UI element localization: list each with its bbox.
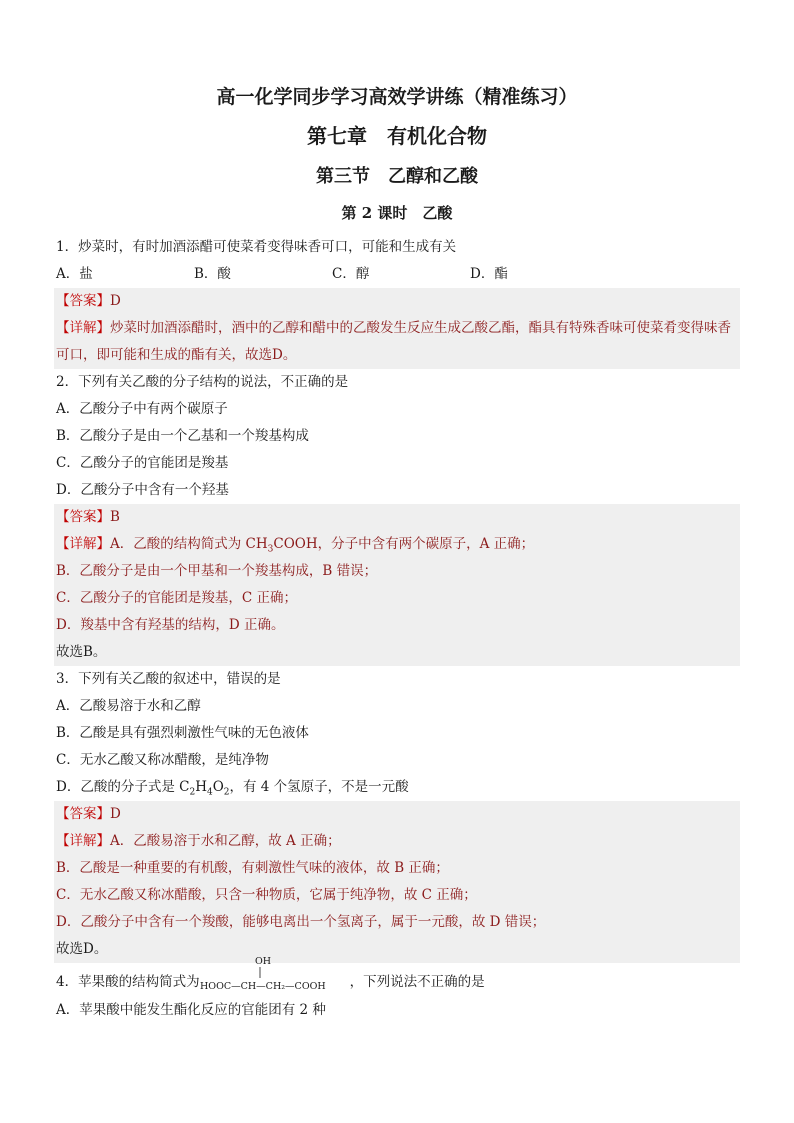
detail-text: A．乙酸易溶于水和乙醇，故 A 正确； [110,833,341,849]
q3-option-a: A．乙酸易溶于水和乙醇 [56,698,201,714]
q2-conclusion: 故选B。 [56,644,107,660]
formula-svg [200,951,350,997]
q3-conclusion: 故选D。 [56,941,108,957]
detail-text: 炒菜时加酒添醋时，酒中的乙醇和醋中的乙酸发生反应生成乙酸乙酯，酯具有特殊香味可使菜肴变得味香可口，即可能和生成的酯有关，故选D。 [56,320,731,363]
detail-a-pre: A．乙酸的结构简式为 CH [110,536,268,552]
lesson-title: 第 2 课时 乙酸 [341,204,453,222]
answer-tag: 【答案】 [56,509,110,525]
q2-option-a: A．乙酸分子中有两个碳原子 [56,401,228,417]
q3-answer [56,801,740,828]
chapter-title: 第七章 有机化合物 [307,124,487,148]
q3-option-c: C．无水乙酸又称冰醋酸，是纯净物 [56,752,269,768]
section-title: 第三节 乙醇和乙酸 [316,166,478,187]
q1-option-a: A．盐 [56,266,93,282]
answer-tag: 【答案】 [56,806,110,822]
detail-tag: 【详解】 [56,833,110,849]
q3-detail-c: C．无水乙酸又称冰醋酸，只含一种物质，它属于纯净物，故 C 正确； [56,887,477,903]
detail-tag: 【详解】 [56,536,110,552]
q1-stem: 1．炒菜时，有时加酒添醋可使菜肴变得味香可口，可能和生成有关 [56,239,457,255]
malic-acid-formula [199,956,350,992]
q1-option-d: D．酯 [470,266,508,282]
q1-option-c: C．醇 [332,266,370,282]
detail-text [110,536,535,555]
answer-value: D [110,293,121,309]
document-title: 高一化学同步学习高效学讲练（精准练习） [216,86,578,108]
answer-value: D [110,806,121,822]
sub-3: 2 [223,787,230,798]
q2-detail-d: D．羧基中含有羟基的结构，D 正确。 [56,617,285,633]
q1-options [56,261,740,288]
q3-option-d [56,774,740,801]
formula-main: HOOC—CH—CH₂—COOH [199,981,326,992]
q2-option-c: C．乙酸分子的官能团是羧基 [56,455,229,471]
q2-detail-a [56,531,740,558]
q2-option-b: B．乙酸分子是由一个乙基和一个羧基构成 [56,428,309,444]
q3-answer-block [54,801,740,963]
question-list [56,234,740,1024]
formula-oh: OH [254,956,271,967]
answer-value: B [110,509,120,525]
sub-2: 4 [206,787,213,798]
q4-stem-pre: 4．苹果酸的结构简式为 [56,974,200,990]
q3-stem: 3．下列有关乙酸的叙述中，错误的是 [56,671,281,687]
q3-option-b: B．乙酸是具有强烈刺激性气味的无色液体 [56,725,309,741]
answer-tag: 【答案】 [56,293,110,309]
q1-option-b: B．酸 [194,266,231,282]
detail-a-post: COOH，分子中含有两个碳原子，A 正确； [273,536,535,552]
q2-answer-block [54,504,740,666]
q3-detail-d: D．乙酸分子中含有一个羧酸，能够电离出一个氢离子，属于一元酸，故 D 错误； [56,914,546,930]
mid-1: H [195,779,207,795]
q4-stem-post: ，下列说法不正确的是 [349,974,485,990]
q2-option-d: D．乙酸分子中含有一个羟基 [56,482,229,498]
q2-detail-b: B．乙酸分子是由一个甲基和一个羧基构成，B 错误； [56,563,378,579]
q2-answer [56,504,740,531]
q2-detail-c: C．乙酸分子的官能团是羧基，C 正确； [56,590,297,606]
q4-option-a: A．苹果酸中能发生酯化反应的官能团有 2 种 [56,1002,326,1018]
detail-a-sub: 3 [267,544,274,555]
mid-2: O [212,779,224,795]
q2-stem: 2．下列有关乙酸的分子结构的说法，不正确的是 [56,374,349,390]
q1-answer [56,288,740,315]
detail-tag: 【详解】 [56,320,110,336]
q1-detail [56,315,740,369]
option-d-pre: D．乙酸的分子式是 C [56,779,190,795]
q1-answer-block [54,288,740,369]
q4-stem [56,956,740,997]
q3-detail-a [56,828,740,855]
option-d-post: ，有 4 个氢原子，不是一元酸 [229,779,409,795]
sub-1: 2 [189,787,196,798]
q3-detail-b: B．乙酸是一种重要的有机酸，有刺激性气味的液体，故 B 正确； [56,860,449,876]
